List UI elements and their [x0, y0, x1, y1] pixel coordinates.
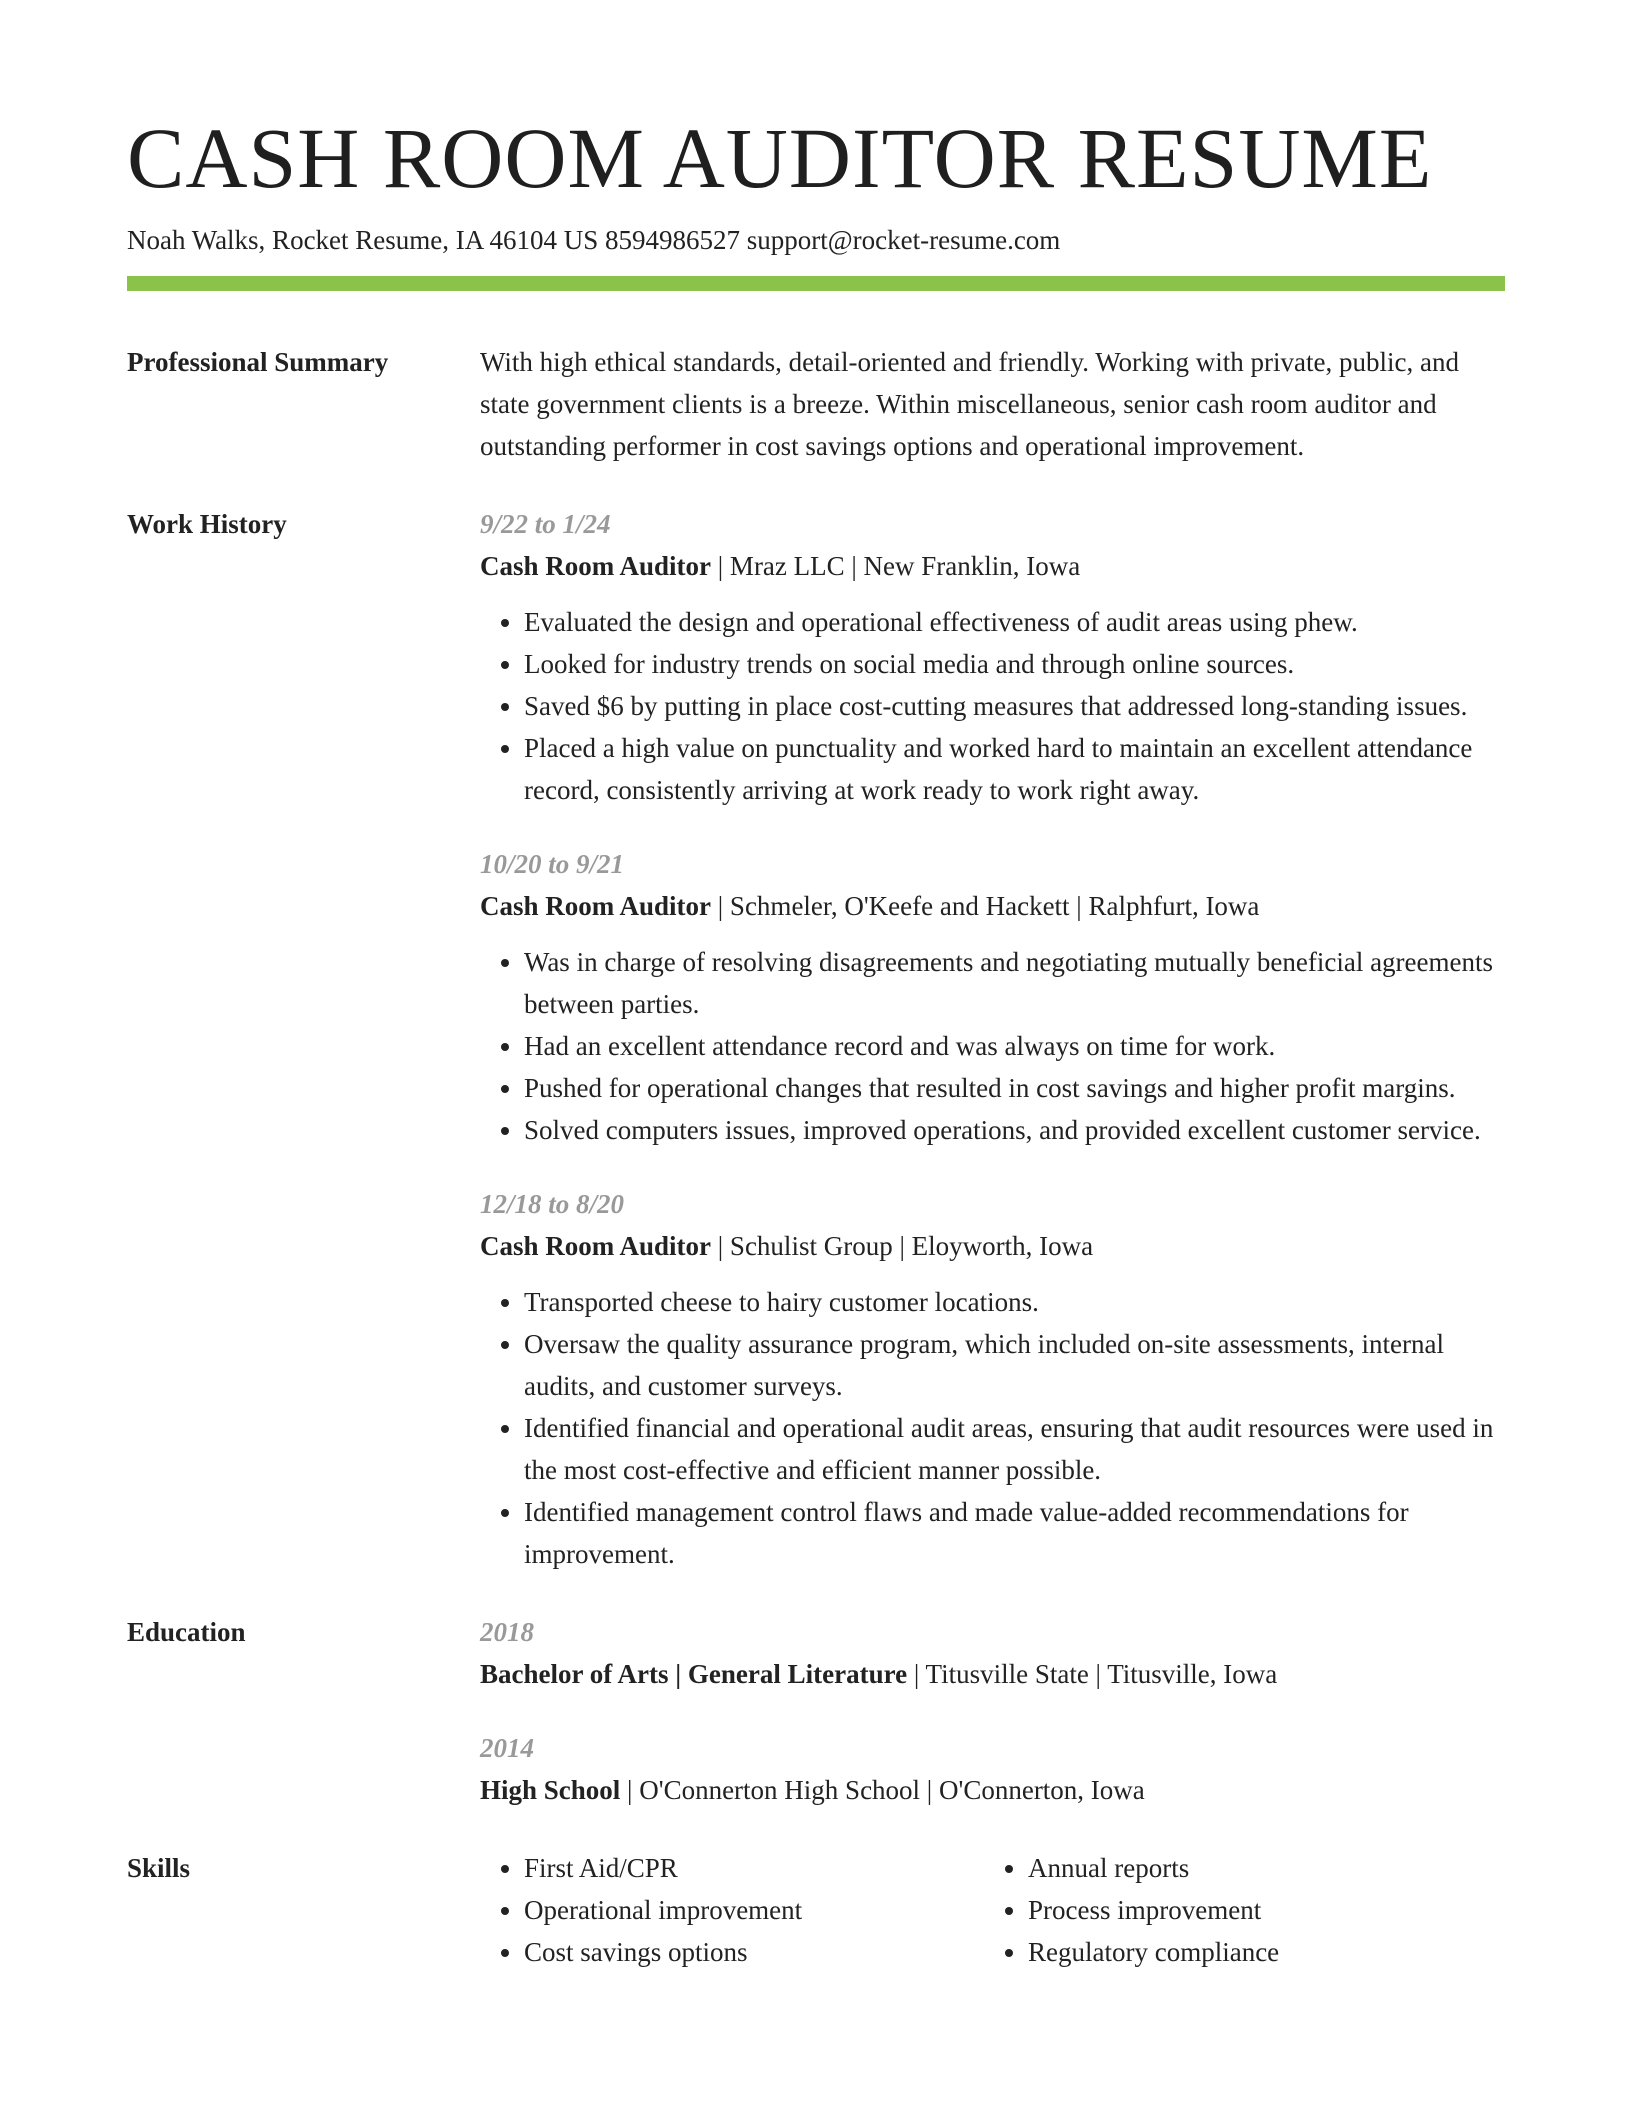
education-entry: [480, 1611, 1505, 1695]
list-item: • Operational improvement: [524, 1889, 984, 1931]
degree-title: High School: [480, 1775, 621, 1806]
education-entry: [480, 1727, 1505, 1811]
list-item: • Was in charge of resolving disagreements and negotiating mutually beneficial agreements between parties.: [524, 941, 1505, 1025]
skills-section: [127, 1847, 1505, 1973]
list-item: • Cost savings options: [524, 1931, 984, 1973]
job-role-line: [480, 1225, 1505, 1267]
skills-columns: [480, 1847, 1505, 1973]
list-item: • Identified financial and operational audit areas, ensuring that audit resources were used in the most cost-effective and efficient manner possible.: [524, 1407, 1505, 1491]
work-history-label: Work History: [127, 509, 287, 540]
list-item: • Pushed for operational changes that resulted in cost savings and higher profit margins.: [524, 1067, 1505, 1109]
skills-label: Skills: [127, 1853, 191, 1884]
job-bullets: [480, 601, 1505, 811]
education-line: [480, 1769, 1505, 1811]
work-history-section: [127, 503, 1505, 1575]
summary-label: Professional Summary: [127, 347, 389, 378]
job-entry: [480, 503, 1505, 811]
job-entry: [480, 843, 1505, 1151]
job-title: Cash Room Auditor: [480, 1231, 712, 1262]
education-label: Education: [127, 1617, 246, 1648]
job-date: 10/20 to 9/21: [480, 849, 625, 880]
list-item: • Had an excellent attendance record and was always on time for work.: [524, 1025, 1505, 1067]
education-date: 2018: [480, 1617, 534, 1648]
skills-list-right: [984, 1847, 1488, 1973]
job-role-line: [480, 885, 1505, 927]
resume-title: CASH ROOM AUDITOR RESUME: [127, 110, 1433, 206]
skills-list-left: [480, 1847, 984, 1973]
job-role-line: [480, 545, 1505, 587]
summary-text: With high ethical standards, detail-oriented and friendly. Working with private, public, and state government clients is a breeze. Within miscellaneous, senior cash room auditor and outstanding performer in cost savings options and operational improvement.: [480, 347, 1459, 462]
job-details: | Schmeler, O'Keefe and Hackett | Ralphfurt, Iowa: [711, 891, 1260, 922]
list-item: • Annual reports: [1028, 1847, 1488, 1889]
education-line: [480, 1653, 1505, 1695]
job-entry: [480, 1183, 1505, 1575]
job-date: 12/18 to 8/20: [480, 1189, 625, 1220]
list-item: • First Aid/CPR: [524, 1847, 984, 1889]
list-item: • Identified management control flaws and made value-added recommendations for improvement.: [524, 1491, 1505, 1575]
job-title: Cash Room Auditor: [480, 891, 712, 922]
job-bullets: [480, 1281, 1505, 1575]
education-date: 2014: [480, 1733, 534, 1764]
job-details: | Mraz LLC | New Franklin, Iowa: [711, 551, 1081, 582]
list-item: • Saved $6 by putting in place cost-cutting measures that addressed long-standing issues.: [524, 685, 1505, 727]
list-item: • Solved computers issues, improved operations, and provided excellent customer service.: [524, 1109, 1505, 1151]
job-bullets: [480, 941, 1505, 1151]
header-divider: [127, 276, 1505, 291]
education-details: | Titusville State | Titusville, Iowa: [907, 1659, 1278, 1690]
list-item: • Process improvement: [1028, 1889, 1488, 1931]
list-item: • Evaluated the design and operational effectiveness of audit areas using phew.: [524, 601, 1505, 643]
list-item: • Looked for industry trends on social media and through online sources.: [524, 643, 1505, 685]
list-item: • Placed a high value on punctuality and worked hard to maintain an excellent attendance record, consistently arriving at work ready to work right away.: [524, 727, 1505, 811]
list-item: • Regulatory compliance: [1028, 1931, 1488, 1973]
degree-title: Bachelor of Arts | General Literature: [480, 1659, 908, 1690]
job-title: Cash Room Auditor: [480, 551, 712, 582]
education-details: | O'Connerton High School | O'Connerton, Iowa: [620, 1775, 1145, 1806]
list-item: • Transported cheese to hairy customer locations.: [524, 1281, 1505, 1323]
list-item: • Oversaw the quality assurance program, which included on-site assessments, internal audits, and customer surveys.: [524, 1323, 1505, 1407]
contact-line: Noah Walks, Rocket Resume, IA 46104 US 8594986527 support@rocket-resume.com: [127, 225, 1061, 256]
job-details: | Schulist Group | Eloyworth, Iowa: [711, 1231, 1094, 1262]
summary-section: [127, 341, 1505, 467]
job-date: 9/22 to 1/24: [480, 509, 611, 540]
education-section: [127, 1611, 1505, 1811]
